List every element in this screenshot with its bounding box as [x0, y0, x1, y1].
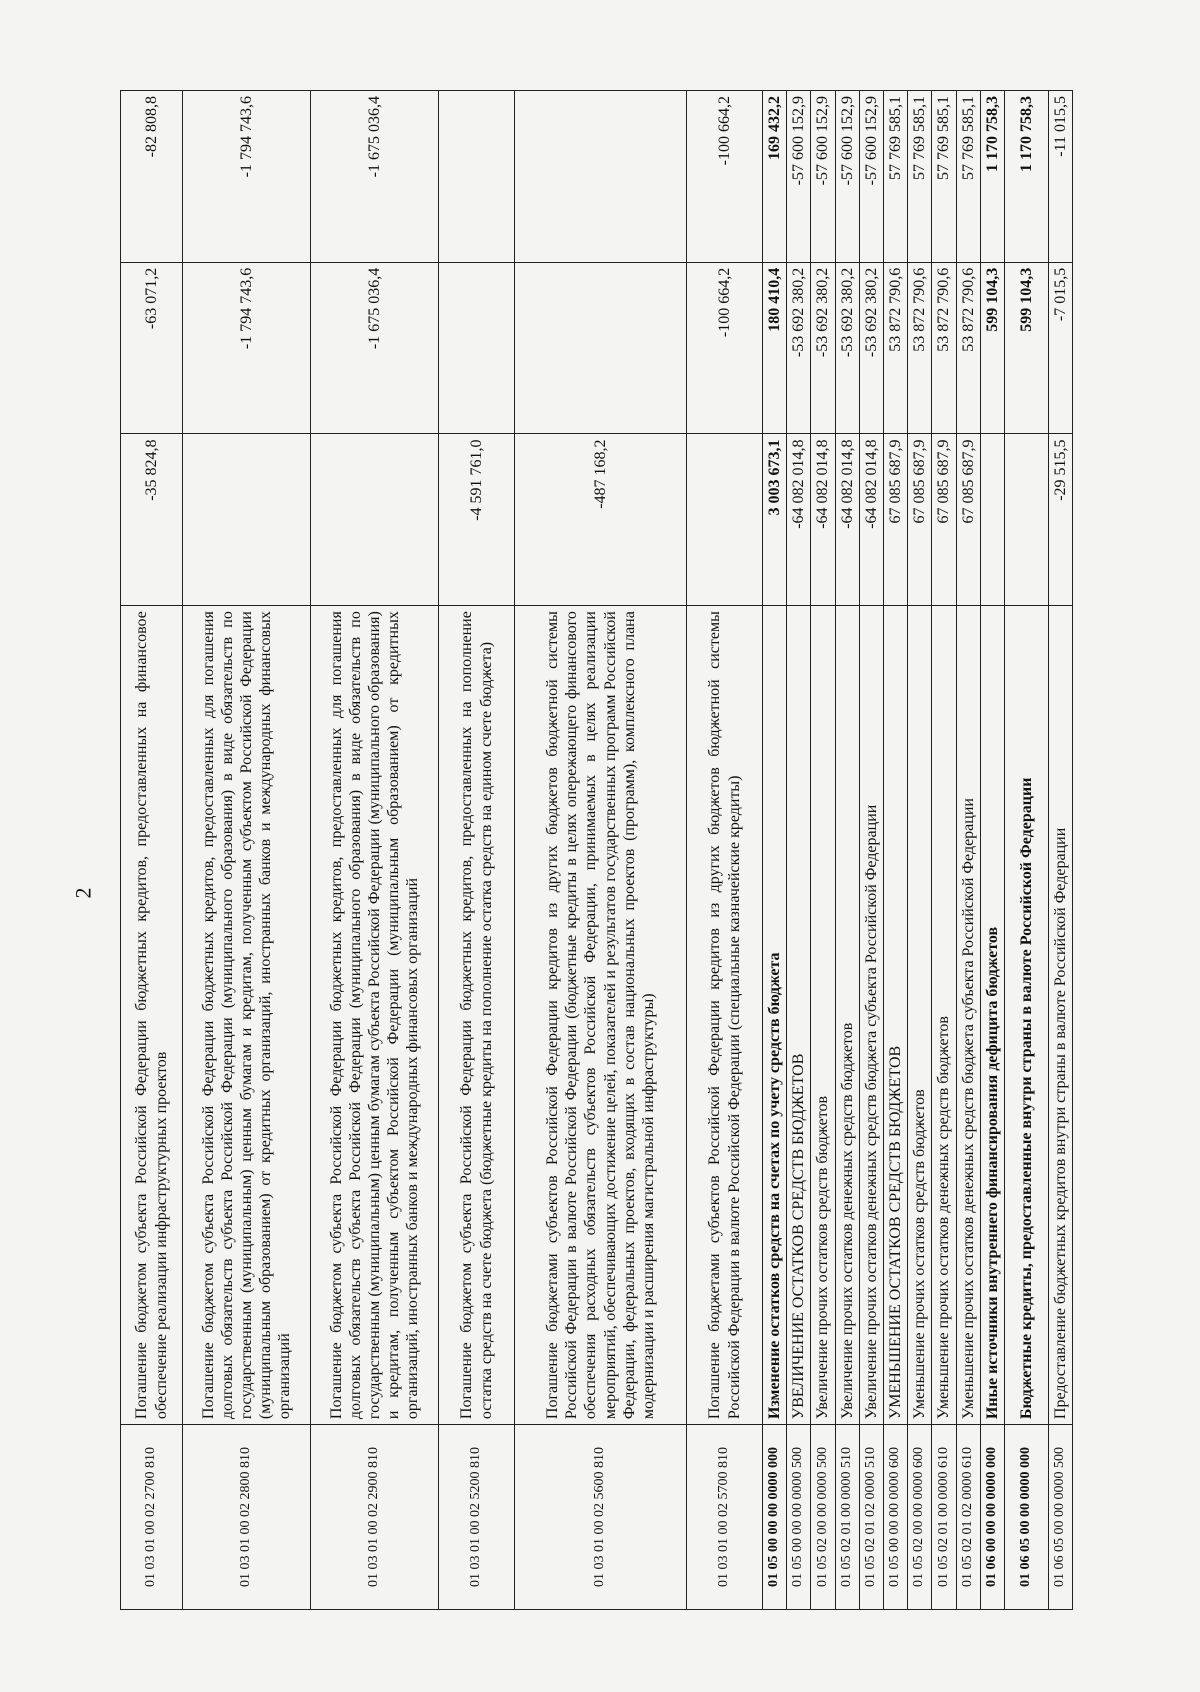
item-name-cell: Иные источники внутреннего финансирования дефицита бюджетов [980, 606, 1004, 1425]
budget-code-cell: 01 03 01 00 02 2800 810 [183, 1425, 311, 1610]
amount-year-2-cell: 53 872 790,6 [932, 262, 956, 434]
amount-year-3-cell: -57 600 152,9 [787, 91, 811, 263]
table-row [883, 91, 907, 1610]
amount-year-1-cell [311, 434, 439, 606]
amount-year-2-cell: -1 794 743,6 [183, 262, 311, 434]
item-name-cell: Увеличение прочих остатков денежных средств бюджета субъекта Российской Федерации [859, 606, 883, 1425]
amount-year-3-cell: 1 170 758,3 [980, 91, 1004, 263]
amount-year-2-cell: -53 692 380,2 [787, 262, 811, 434]
amount-year-1-cell: 67 085 687,9 [883, 434, 907, 606]
budget-code-cell: 01 05 00 00 00 0000 000 [763, 1425, 787, 1610]
amount-year-1-cell: -64 082 014,8 [835, 434, 859, 606]
amount-year-3-cell: -57 600 152,9 [811, 91, 835, 263]
budget-code-cell: 01 03 01 00 02 5200 810 [439, 1425, 515, 1610]
amount-year-3-cell: -82 808,8 [121, 91, 183, 263]
table-row [763, 91, 787, 1610]
amount-year-2-cell: 53 872 790,6 [956, 262, 980, 434]
amount-year-2-cell [515, 262, 687, 434]
rotated-table-container [120, 90, 1080, 1610]
item-name-cell: Уменьшение прочих остатков денежных средств бюджетов [932, 606, 956, 1425]
amount-year-3-cell: -57 600 152,9 [835, 91, 859, 263]
table-row [835, 91, 859, 1610]
amount-year-1-cell [687, 434, 763, 606]
amount-year-1-cell: -64 082 014,8 [859, 434, 883, 606]
amount-year-1-cell [1004, 434, 1048, 606]
amount-year-1-cell: -64 082 014,8 [787, 434, 811, 606]
table-row [183, 91, 311, 1610]
table-row [956, 91, 980, 1610]
amount-year-2-cell: -53 692 380,2 [859, 262, 883, 434]
item-name-cell: Бюджетные кредиты, предоставленные внутри страны в валюте Российской Федерации [1004, 606, 1048, 1425]
item-name-cell: Погашение бюджетом субъекта Российской Федерации бюджетных кредитов, предоставленных на пополнение остатка средств на счете бюджета (бюджетные кредиты на пополнение остатка средств на едином счете бюджета) [439, 606, 515, 1425]
amount-year-1-cell: -487 168,2 [515, 434, 687, 606]
amount-year-3-cell: -1 675 036,4 [311, 91, 439, 263]
amount-year-3-cell [515, 91, 687, 263]
amount-year-1-cell: 67 085 687,9 [956, 434, 980, 606]
amount-year-3-cell: 57 769 585,1 [883, 91, 907, 263]
table-row [932, 91, 956, 1610]
budget-code-cell: 01 05 02 01 00 0000 510 [835, 1425, 859, 1610]
amount-year-1-cell: 3 003 673,1 [763, 434, 787, 606]
budget-code-cell: 01 05 00 00 00 0000 600 [883, 1425, 907, 1610]
item-name-cell: Погашение бюджетом субъекта Российской Федерации бюджетных кредитов, предоставленных для погашения долговых обязательств субъекта Российской Федерации (муниципального образования) в виде обязательств по государственным (муниципальным) ценным бумагам субъекта Российской Федерации (муниципального образования) и кредитам, полученным субъектом Российской Федерации (муниципальным образованием) от кредитных организаций, иностранных банков и международных финансовых организаций [311, 606, 439, 1425]
amount-year-2-cell: -53 692 380,2 [811, 262, 835, 434]
table-body [121, 91, 1073, 1610]
amount-year-3-cell: -100 664,2 [687, 91, 763, 263]
budget-code-cell: 01 03 01 00 02 2700 810 [121, 1425, 183, 1610]
item-name-cell: Погашение бюджетами субъектов Российской Федерации кредитов из других бюджетов бюджетной системы Российской Федерации в валюте Российской Федерации (специальные казначейские кредиты) [687, 606, 763, 1425]
table-row [687, 91, 763, 1610]
amount-year-2-cell: -1 675 036,4 [311, 262, 439, 434]
table-row [811, 91, 835, 1610]
budget-code-cell: 01 03 01 00 02 5700 810 [687, 1425, 763, 1610]
table-row [980, 91, 1004, 1610]
item-name-cell: Предоставление бюджетных кредитов внутри страны в валюте Российской Федерации [1048, 606, 1072, 1425]
budget-code-cell: 01 05 02 01 00 0000 610 [932, 1425, 956, 1610]
amount-year-2-cell: 53 872 790,6 [883, 262, 907, 434]
item-name-cell: Уменьшение прочих остатков денежных средств бюджета субъекта Российской Федерации [956, 606, 980, 1425]
amount-year-1-cell: 67 085 687,9 [908, 434, 932, 606]
amount-year-3-cell: 57 769 585,1 [956, 91, 980, 263]
amount-year-3-cell: 169 432,2 [763, 91, 787, 263]
table-row [859, 91, 883, 1610]
amount-year-1-cell: -4 591 761,0 [439, 434, 515, 606]
amount-year-1-cell: -64 082 014,8 [811, 434, 835, 606]
table-row [439, 91, 515, 1610]
item-name-cell: Увеличение прочих остатков денежных средств бюджетов [835, 606, 859, 1425]
amount-year-1-cell [183, 434, 311, 606]
budget-code-cell: 01 06 00 00 00 0000 000 [980, 1425, 1004, 1610]
budget-code-cell: 01 06 05 00 00 0000 000 [1004, 1425, 1048, 1610]
item-name-cell: Изменение остатков средств на счетах по учету средств бюджета [763, 606, 787, 1425]
amount-year-3-cell: 57 769 585,1 [932, 91, 956, 263]
amount-year-1-cell: 67 085 687,9 [932, 434, 956, 606]
amount-year-3-cell [439, 91, 515, 263]
amount-year-2-cell: -7 015,5 [1048, 262, 1072, 434]
item-name-cell: Погашение бюджетом субъекта Российской Федерации бюджетных кредитов, предоставленных на финансовое обеспечение реализации инфраструктурных проектов [121, 606, 183, 1425]
budget-code-cell: 01 05 02 00 00 0000 600 [908, 1425, 932, 1610]
amount-year-2-cell: 180 410,4 [763, 262, 787, 434]
budget-code-cell: 01 05 02 01 02 0000 610 [956, 1425, 980, 1610]
amount-year-2-cell: 53 872 790,6 [908, 262, 932, 434]
budget-code-cell: 01 03 01 00 02 5600 810 [515, 1425, 687, 1610]
budget-code-cell: 01 03 01 00 02 2900 810 [311, 1425, 439, 1610]
table-row [787, 91, 811, 1610]
table-row [311, 91, 439, 1610]
amount-year-2-cell: -100 664,2 [687, 262, 763, 434]
amount-year-3-cell: -1 794 743,6 [183, 91, 311, 263]
budget-code-cell: 01 06 05 00 00 0000 500 [1048, 1425, 1072, 1610]
amount-year-3-cell: 1 170 758,3 [1004, 91, 1048, 263]
amount-year-2-cell [439, 262, 515, 434]
sources-of-financing-table [120, 90, 1073, 1610]
amount-year-2-cell: 599 104,3 [1004, 262, 1048, 434]
item-name-cell: Увеличение прочих остатков средств бюджетов [811, 606, 835, 1425]
page-number: 2 [70, 887, 96, 899]
table-row [121, 91, 183, 1610]
amount-year-2-cell: 599 104,3 [980, 262, 1004, 434]
item-name-cell: Уменьшение прочих остатков средств бюджетов [908, 606, 932, 1425]
amount-year-2-cell: -63 071,2 [121, 262, 183, 434]
amount-year-1-cell: -29 515,5 [1048, 434, 1072, 606]
amount-year-1-cell [980, 434, 1004, 606]
amount-year-1-cell: -35 824,8 [121, 434, 183, 606]
item-name-cell: Погашение бюджетами субъектов Российской Федерации кредитов из других бюджетов бюджетной системы Российской Федерации в валюте Российской Федерации (бюджетные кредиты в целях опережающего финансового обеспечения расходных обязательств субъектов Российской Федерации, принимаемых в целях реализации мероприятий, обеспечивающих достижение целей, показателей и результатов государственных программ Российской Федерации, федеральных проектов, входящих в состав национальных проектов (программ), комплексного плана модернизации и расширения магистральной инфраструктуры) [515, 606, 687, 1425]
item-name-cell: Погашение бюджетом субъекта Российской Федерации бюджетных кредитов, предоставленных для погашения долговых обязательств субъекта Российской Федерации (муниципального образования) в виде обязательств по государственным (муниципальным) ценным бумагам и кредитам, полученным субъектом Российской Федерации (муниципальным образованием) от кредитных организаций, иностранных банков и международных финансовых организаций [183, 606, 311, 1425]
budget-code-cell: 01 05 00 00 00 0000 500 [787, 1425, 811, 1610]
table-row [908, 91, 932, 1610]
table-row [515, 91, 687, 1610]
amount-year-3-cell: 57 769 585,1 [908, 91, 932, 263]
item-name-cell: УВЕЛИЧЕНИЕ ОСТАТКОВ СРЕДСТВ БЮДЖЕТОВ [787, 606, 811, 1425]
budget-code-cell: 01 05 02 00 00 0000 500 [811, 1425, 835, 1610]
item-name-cell: УМЕНЬШЕНИЕ ОСТАТКОВ СРЕДСТВ БЮДЖЕТОВ [883, 606, 907, 1425]
table-row [1004, 91, 1048, 1610]
budget-code-cell: 01 05 02 01 02 0000 510 [859, 1425, 883, 1610]
amount-year-3-cell: -11 015,5 [1048, 91, 1072, 263]
amount-year-2-cell: -53 692 380,2 [835, 262, 859, 434]
amount-year-3-cell: -57 600 152,9 [859, 91, 883, 263]
table-row [1048, 91, 1072, 1610]
